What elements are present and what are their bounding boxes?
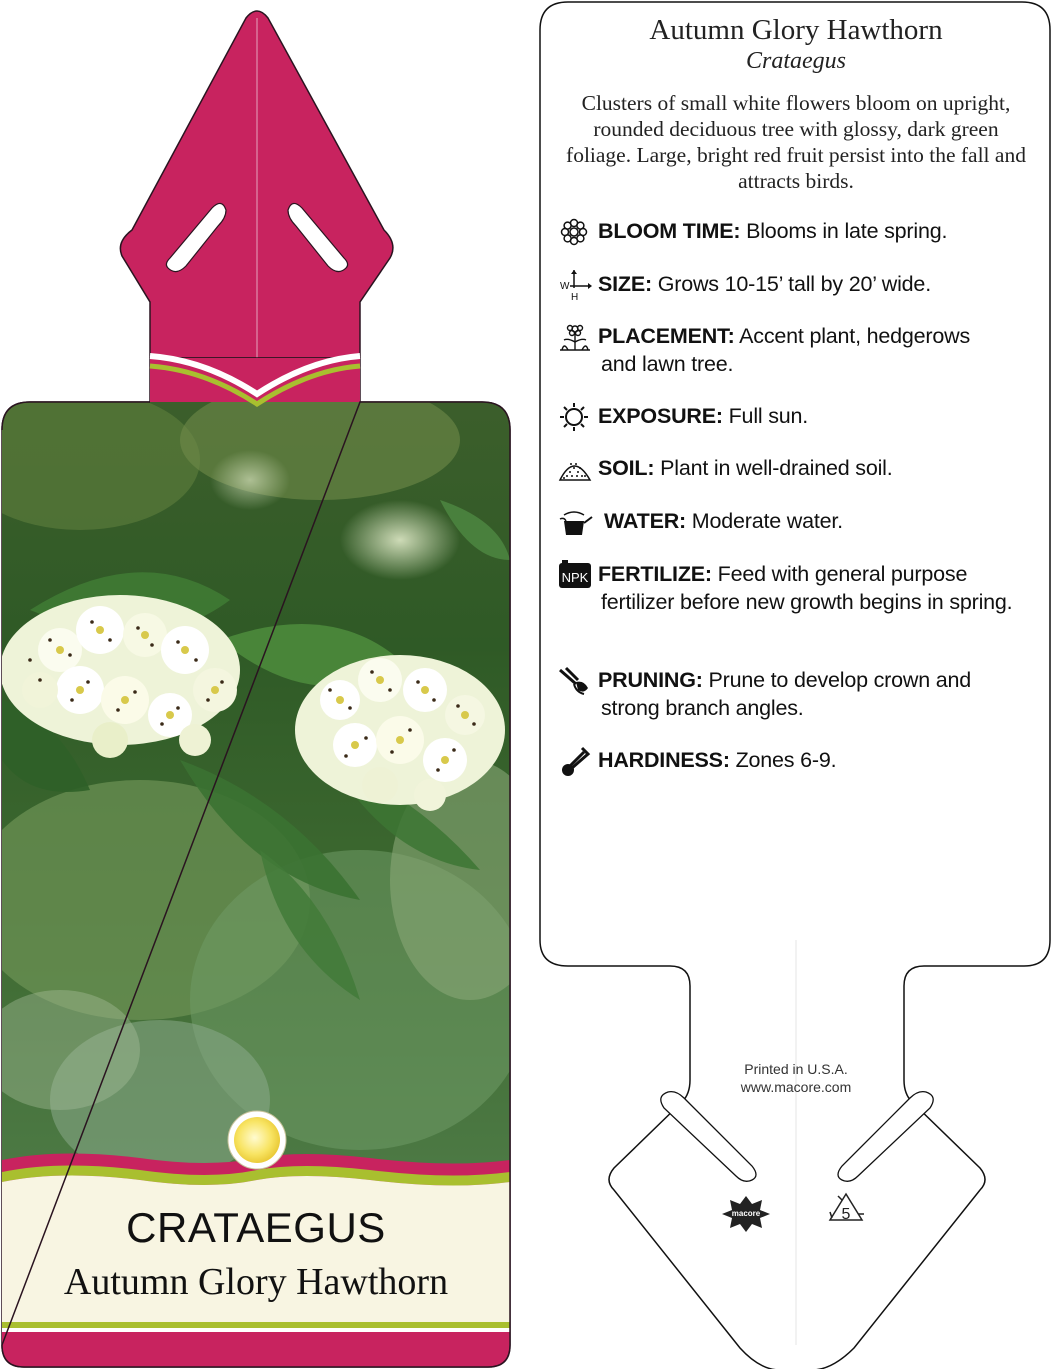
attr-bloom-time: BLOOM TIME: Blooms in late spring. [558, 217, 1018, 245]
back-title: Autumn Glory Hawthorn [649, 14, 943, 46]
front-arrow [120, 11, 393, 400]
recycle-number: 5 [841, 1206, 851, 1223]
sun-badge-icon [228, 1111, 286, 1169]
thermometer-icon [558, 746, 594, 776]
plants-icon [558, 322, 594, 352]
size-h-letter: H [571, 292, 579, 300]
attr-fertilize: NPK FERTILIZE: Feed with general purpose fertilizer before new growth begins in spring. [558, 560, 1018, 616]
front-common-name: Autumn Glory Hawthorn [63, 1261, 449, 1303]
pruning-shears-icon [558, 666, 594, 696]
size-w-letter: W [560, 281, 570, 292]
attr-exposure: EXPOSURE: Full sun. [558, 402, 1018, 430]
soil-icon [558, 454, 594, 484]
npk-label: NPK [561, 570, 589, 585]
size-arrows-icon [558, 270, 594, 300]
attr-soil: SOIL: Plant in well-drained soil. [558, 454, 1018, 482]
macore-website: www.macore.com [740, 1079, 852, 1095]
flower-icon [558, 217, 594, 247]
front-genus: CRATAEGUS [126, 1204, 386, 1251]
npk-fertilizer-icon [558, 560, 594, 590]
attr-pruning: PRUNING: Prune to develop crown and strong branch angles. [558, 666, 1018, 722]
attr-placement: PLACEMENT: Accent plant, hedgerows and lawn tree. [558, 322, 1018, 378]
printed-in-usa: Printed in U.S.A. [744, 1061, 848, 1077]
back-subtitle: Crataegus [745, 48, 846, 74]
back-description: Clusters of small white flowers bloom on upright, rounded deciduous tree with glossy, dark green foliage. Large, bright red fruit persist into the fall and attracts birds. [566, 91, 1026, 193]
macore-logo-text: macore [731, 1209, 761, 1218]
printed-info [700, 1060, 892, 1096]
attr-size: W H SIZE: Grows 10-15’ tall by 20’ wide. [558, 270, 1018, 298]
sun-icon [558, 402, 594, 432]
attr-water: WATER: Moderate water. [558, 507, 1018, 535]
watering-can-icon [558, 507, 594, 537]
attr-hardiness: HARDINESS: Zones 6-9. [558, 746, 1018, 774]
plant-photo [0, 358, 550, 1180]
